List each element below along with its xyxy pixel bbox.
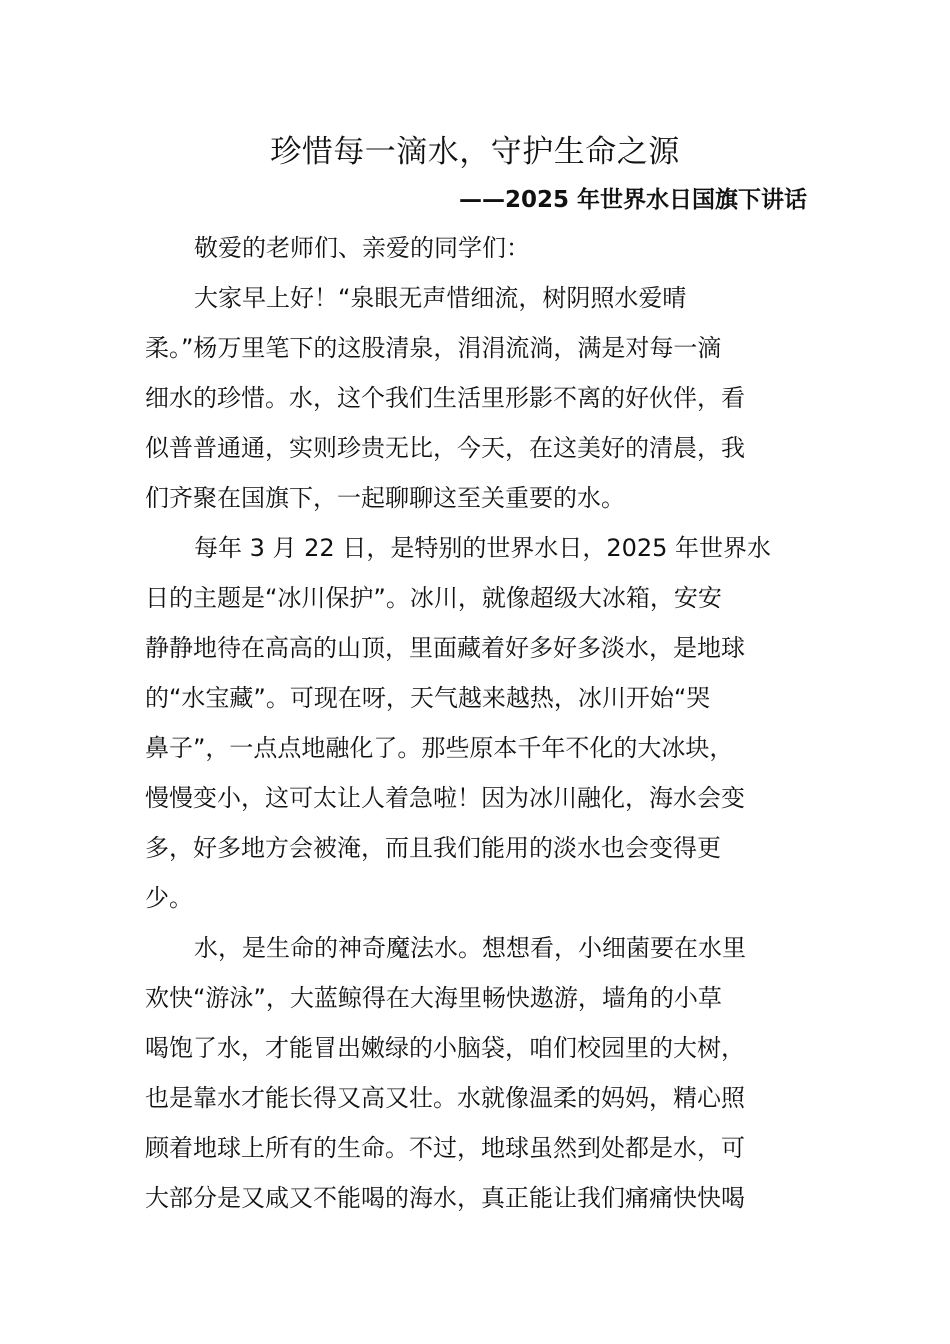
paragraph-line: 喝饱了水，才能冒出嫩绿的小脑袋，咱们校园里的大树， (145, 1034, 745, 1062)
paragraph-line: 大家早上好！“泉眼无声惜细流，树阴照水爱晴 (194, 284, 687, 312)
greeting-line: 敬爱的老师们、亲爱的同学们： (194, 234, 530, 262)
paragraph-line: 们齐聚在国旗下，一起聊聊这至关重要的水。 (145, 484, 625, 512)
paragraph-line: 鼻子”，一点点地融化了。那些原本千年不化的大冰块， (145, 734, 734, 762)
paragraph-line: 少。 (145, 884, 193, 912)
paragraph-line: 大部分是又咸又不能喝的海水，真正能让我们痛痛快快喝 (145, 1184, 745, 1212)
document-title: 珍惜每一滴水，守护生命之源 (270, 134, 680, 170)
paragraph-line: 多，好多地方会被淹，而且我们能用的淡水也会变得更 (145, 834, 721, 862)
paragraph-line: 的“水宝藏”。可现在呀，天气越来越热，冰川开始“哭 (145, 684, 711, 712)
paragraph-line: 顾着地球上所有的生命。不过，地球虽然到处都是水，可 (145, 1134, 745, 1162)
paragraph-line: 也是靠水才能长得又高又壮。水就像温柔的妈妈，精心照 (145, 1084, 745, 1112)
document-subtitle: ——2025 年世界水日国旗下讲话 (458, 187, 807, 213)
paragraph-line: 水，是生命的神奇魔法水。想想看，小细菌要在水里 (194, 934, 746, 962)
paragraph-line: 柔。”杨万里笔下的这股清泉，涓涓流淌，满是对每一滴 (145, 334, 722, 362)
paragraph-line: 静静地待在高高的山顶，里面藏着好多好多淡水，是地球 (145, 634, 745, 662)
paragraph-line: 每年 3 月 22 日，是特别的世界水日，2025 年世界水 (194, 534, 772, 562)
paragraph-line: 慢慢变小，这可太让人着急啦！因为冰川融化，海水会变 (145, 784, 745, 812)
paragraph-line: 日的主题是“冰川保护”。冰川，就像超级大冰箱，安安 (145, 584, 722, 612)
paragraph-line: 细水的珍惜。水，这个我们生活里形影不离的好伙伴，看 (145, 384, 745, 412)
paragraph-line: 欢快“游泳”，大蓝鲸得在大海里畅快遨游，墙角的小草 (145, 984, 722, 1012)
paragraph-line: 似普普通通，实则珍贵无比，今天，在这美好的清晨，我 (145, 434, 745, 462)
